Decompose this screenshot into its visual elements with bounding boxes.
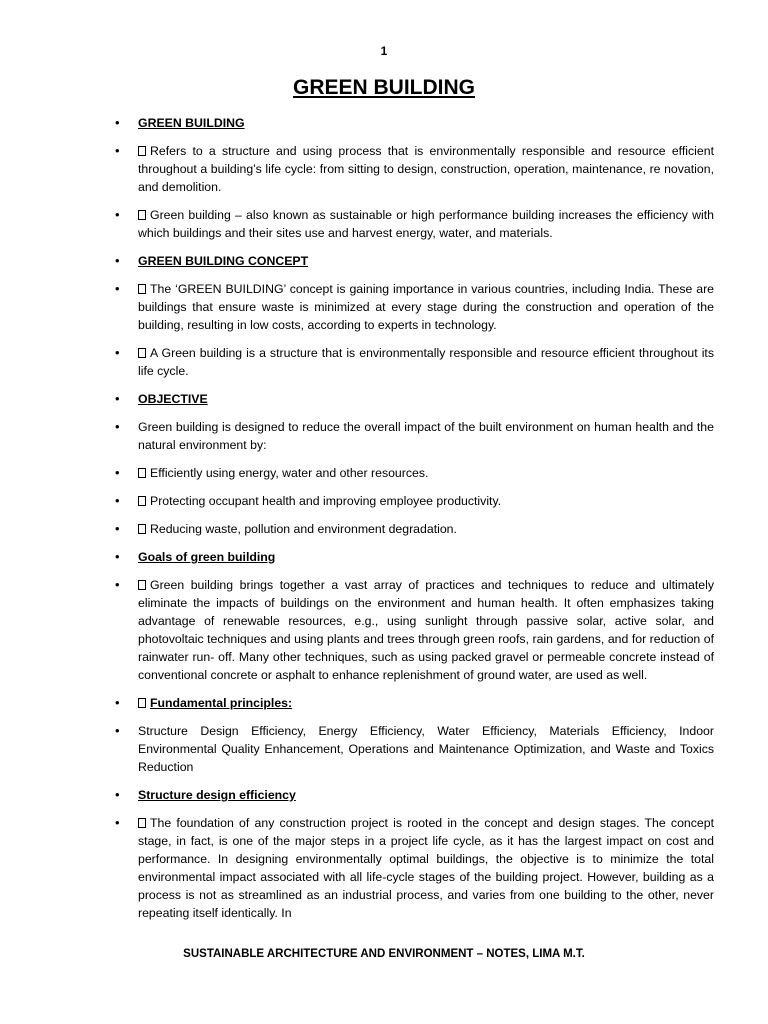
list-item (112, 114, 714, 132)
paragraph-text: Efficiently using energy, water and other resources. (150, 466, 429, 480)
checkbox-glyph-icon (138, 468, 146, 478)
page-number: 1 (380, 44, 388, 58)
checkbox-glyph-icon (138, 698, 146, 708)
list-item (112, 786, 714, 804)
page-title: GREEN BUILDING (292, 76, 475, 99)
paragraph-text: Green building – also known as sustainable or high performance building increases the efficiency with which buildings and their sites use and harvest energy, water, and materials. (138, 208, 714, 240)
paragraph-text: The foundation of any construction project is rooted in the concept and design stages. The concept stage, in fact, is one of the major steps in a project life cycle, as it has the largest impact on cost and performance. In designing environmentally optimal buildings, the objective is to minimize the total environmental impact associated with all life-cycle stages of the building project. However, building as a process is not as streamlined as an industrial process, and varies from one building to the other, never repeating itself identically. In (138, 816, 714, 920)
checkbox-glyph-icon (138, 146, 146, 156)
list-item (112, 520, 714, 538)
list-item (112, 722, 714, 776)
checkbox-glyph-icon (138, 818, 146, 828)
list-item (112, 548, 714, 566)
paragraph-text: Reducing waste, pollution and environment degradation. (150, 522, 457, 536)
checkbox-glyph-icon (138, 524, 146, 534)
list-item (112, 142, 714, 196)
list-item (112, 814, 714, 922)
content-list (112, 114, 714, 932)
list-item (112, 694, 714, 712)
checkbox-glyph-icon (138, 580, 146, 590)
paragraph-text: Green building brings together a vast array of practices and techniques to reduce and ultimately eliminate the impacts of buildings on the environment and human health. It often emphasizes taking advantage of renewable resources, e.g., using sunlight through passive solar, active solar, and photovoltaic techniques and using plants and trees through green roofs, rain gardens, and for reduction of rainwater run- off. Many other techniques, such as using packed gravel or permeable concrete instead of conventional concrete or asphalt to enhance replenishment of ground water, are used as well. (138, 578, 714, 682)
section-heading: Fundamental principles: (150, 696, 293, 710)
list-item (112, 492, 714, 510)
section-heading: OBJECTIVE (138, 392, 208, 406)
paragraph-text: Refers to a structure and using process that is environmentally responsible and resource efficient throughout a building’s life cycle: from sitting to design, construction, operation, maintenance, re novation, and demolition. (138, 144, 714, 194)
list-item (112, 390, 714, 408)
list-item (112, 576, 714, 684)
list-item (112, 464, 714, 482)
paragraph-text: The ‘GREEN BUILDING’ concept is gaining importance in various countries, including India. These are buildings that ensure waste is minimized at every stage during the construction and operation of the building, resulting in low costs, according to experts in technology. (138, 282, 714, 332)
paragraph-text: Structure Design Efficiency, Energy Efficiency, Water Efficiency, Materials Efficiency, Indoor Environmental Quality Enhancement, Operations and Maintenance Optimization, and Waste and Toxics Reduction (138, 724, 714, 774)
list-item (112, 280, 714, 334)
checkbox-glyph-icon (138, 348, 146, 358)
list-item (112, 206, 714, 242)
checkbox-glyph-icon (138, 284, 146, 294)
section-heading: Goals of green building (138, 550, 276, 564)
checkbox-glyph-icon (138, 210, 146, 220)
section-heading: GREEN BUILDING CONCEPT (138, 254, 309, 268)
paragraph-text: Protecting occupant health and improving employee productivity. (150, 494, 502, 508)
page-footer: SUSTAINABLE ARCHITECTURE AND ENVIRONMENT – NOTES, LIMA M.T. (183, 948, 585, 960)
paragraph-text: Green building is designed to reduce the overall impact of the built environment on human health and the natural environment by: (138, 420, 714, 452)
paragraph-text: A Green building is a structure that is environmentally responsible and resource efficient throughout its life cycle. (138, 346, 714, 378)
list-item (112, 418, 714, 454)
section-heading: GREEN BUILDING (138, 116, 245, 130)
checkbox-glyph-icon (138, 496, 146, 506)
section-heading: Structure design efficiency (138, 788, 296, 802)
list-item (112, 344, 714, 380)
list-item (112, 252, 714, 270)
